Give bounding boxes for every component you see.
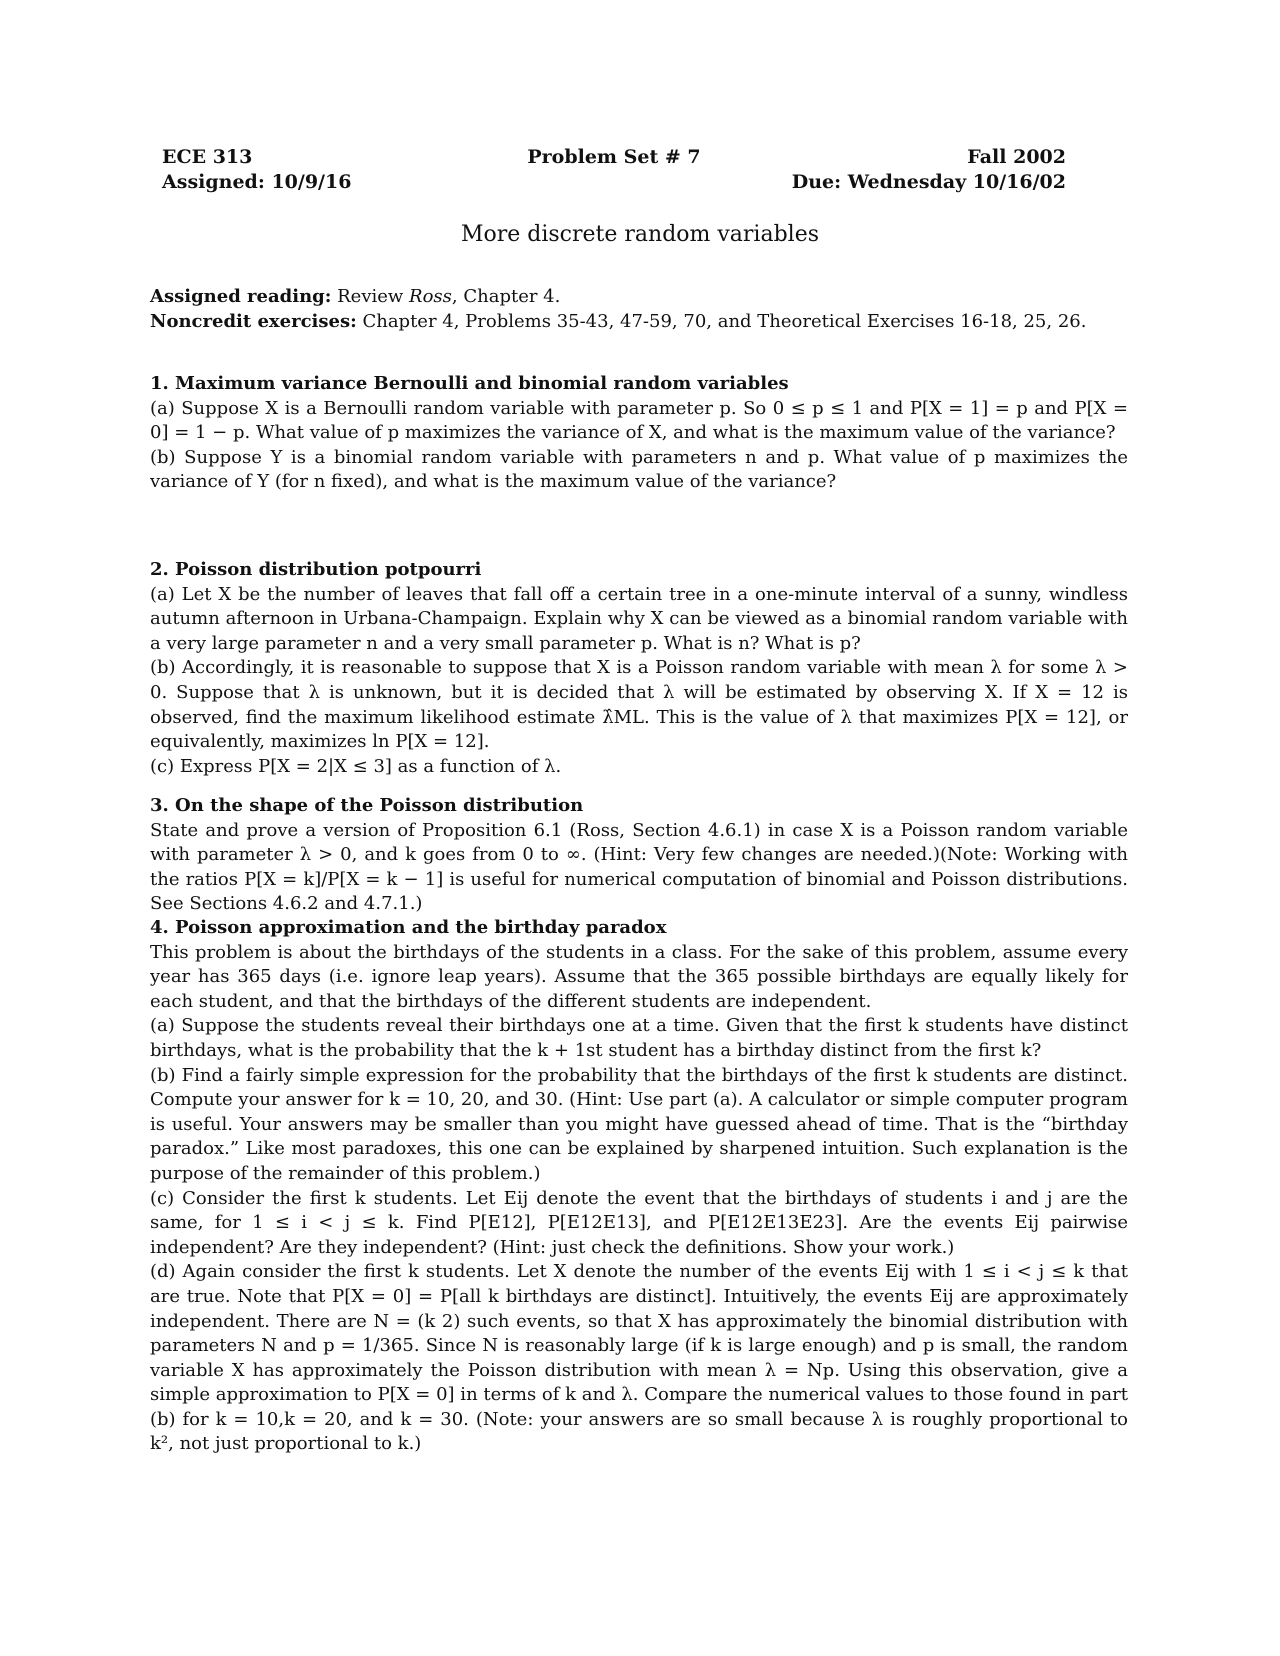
- problem-paragraph: (a) Let X be the number of leaves that fall off a certain tree in a one-minute interval of a sunny, windless autumn afternoon in Urbana-Champaign. Explain why X can be viewed as a binomial random variable with a very large parameter n and a very small parameter p. What is n? What is p?: [150, 583, 1128, 654]
- term: Fall 2002: [967, 146, 1066, 168]
- problem-title: 3. On the shape of the Poisson distribution: [150, 795, 584, 816]
- problem-set-title: Problem Set # 7: [527, 146, 701, 168]
- noncredit-text: Chapter 4, Problems 35-43, 47-59, 70, and Theoretical Exercises 16-18, 25, 26.: [356, 310, 1087, 332]
- assigned-reading-pre: Review: [331, 286, 410, 307]
- problem-section: [150, 794, 1128, 917]
- assigned-reading-label: Assigned reading:: [150, 286, 332, 307]
- due-date: Due: Wednesday 10/16/02: [791, 171, 1066, 193]
- assigned-reading-post: , Chapter 4.: [451, 286, 561, 307]
- problem-title: 2. Poisson distribution potpourri: [150, 559, 482, 580]
- assigned-reading-book: Ross: [409, 286, 452, 307]
- problem-section: [150, 558, 1128, 779]
- problem-title: 1. Maximum variance Bernoulli and binomial random variables: [150, 373, 789, 394]
- problem-paragraph: State and prove a version of Proposition 6.1 (Ross, Section 4.6.1) in case X is a Poisson random variable with parameter λ > 0, and k goes from 0 to ∞. (Hint: Very few changes are needed.)(Note: Working with the ratios P[X = k]/P[X = k − 1] is useful for numerical computation of binomial and Poisson distributions. See Sections 4.6.2 and 4.7.1.): [150, 819, 1128, 915]
- problem-paragraph: (c) Express P[X = 2|X ≤ 3] as a function of λ.: [150, 755, 562, 777]
- header-right: [792, 145, 1066, 195]
- problem-paragraph: (c) Consider the first k students. Let Eij denote the event that the birthdays of students i and j are the same, for 1 ≤ i < j ≤ k. Find P[E12], P[E12E13], and P[E12E13E23]. Are the events Eij pairwise independent? Are they independent? (Hint: just check the definitions. Show your work.): [150, 1187, 1128, 1258]
- problem-paragraph: (d) Again consider the first k students. Let X denote the number of the events Eij with 1 ≤ i < j ≤ k that are true. Note that P[X = 0] = P[all k birthdays are distinct]. Intuitively, the events Eij are approximately independent. There are N = (k 2) such events, so that X has approximately the binomial distribution with parameters N and p = 1/365. Since N is reasonably large (if k is large enough) and p is small, the random variable X has approximately the Poisson distribution with mean λ = Np. Using this observation, give a simple approximation to P[X = 0] in terms of k and λ. Compare the numerical values to those found in part (b) for k = 10,k = 20, and k = 30. (Note: your answers are so small because λ is roughly proportional to k², not just proportional to k.): [150, 1261, 1128, 1455]
- noncredit-label: Noncredit exercises:: [150, 310, 357, 332]
- assigned-date: Assigned: 10/9/16: [162, 171, 352, 193]
- reading-block: [150, 285, 1128, 334]
- problem-section: [150, 372, 1128, 495]
- problem-paragraph: (b) Find a fairly simple expression for the probability that the birthdays of the first k students are distinct. Compute your answer for k = 10, 20, and 30. (Hint: Use part (a). A calculator or simple computer program is useful. Your answers may be smaller than you might have guessed ahead of time. That is the “birthday paradox.” Like most paradoxes, this one can be explained by sharpened intuition. Such explanation is the purpose of the remainder of this problem.): [150, 1064, 1128, 1184]
- noncredit-line: [150, 310, 1128, 335]
- problem-paragraph: (a) Suppose the students reveal their birthdays one at a time. Given that the first k students have distinct birthdays, what is the probability that the k + 1st student has a birthday distinct from the first k?: [150, 1015, 1128, 1061]
- assigned-reading-line: [150, 285, 1128, 310]
- problem-paragraph: (b) Suppose Y is a binomial random variable with parameters n and p. What value of p maximizes the variance of Y (for n fixed), and what is the maximum value of the variance?: [150, 446, 1128, 493]
- problem-paragraph: (b) Accordingly, it is reasonable to suppose that X is a Poisson random variable with mean λ for some λ > 0. Suppose that λ is unknown, but it is decided that λ will be estimated by observing X. If X = 12 is observed, find the maximum likelihood estimate λ̂ML. This is the value of λ that maximizes P[X = 12], or equivalently, maximizes ln P[X = 12].: [150, 657, 1128, 753]
- problem-section: [150, 916, 1128, 1457]
- problem-paragraph: This problem is about the birthdays of the students in a class. For the sake of this problem, assume every year has 365 days (i.e. ignore leap years). Assume that the 365 possible birthdays are equally likely for each student, and that the birthdays of the different students are independent.: [150, 941, 1128, 1012]
- problem-title: 4. Poisson approximation and the birthday paradox: [150, 917, 667, 938]
- document-header: [162, 145, 1066, 205]
- document-subtitle: More discrete random variables: [460, 222, 820, 247]
- problem-paragraph: (a) Suppose X is a Bernoulli random variable with parameter p. So 0 ≤ p ≤ 1 and P[X = 1] = p and P[X = 0] = 1 − p. What value of p maximizes the variance of X, and what is the maximum value of the variance?: [150, 397, 1128, 444]
- course-code: ECE 313: [162, 146, 253, 168]
